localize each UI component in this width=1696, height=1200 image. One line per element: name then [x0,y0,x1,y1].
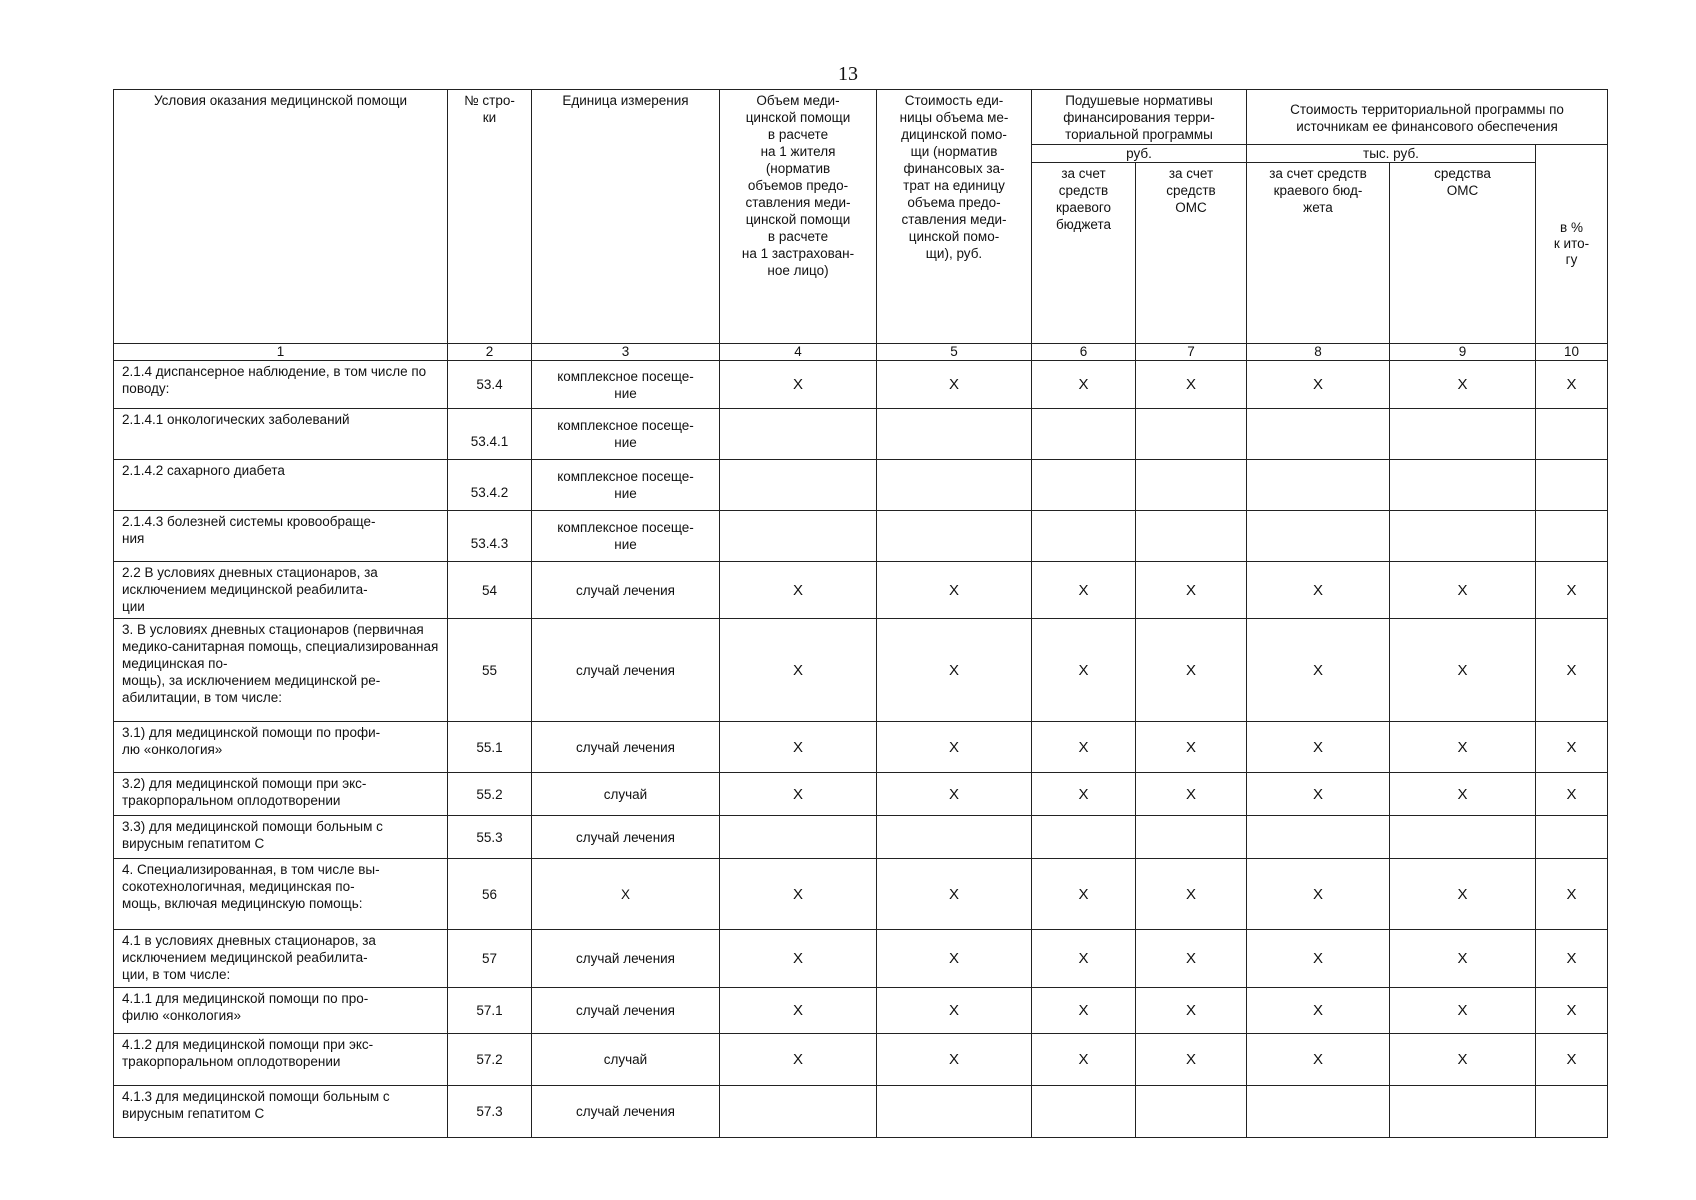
table-row [114,722,1608,773]
per-capita-oms-cell: X [1136,1034,1247,1086]
unit-cell: комплексное посеще- ние [532,460,720,511]
table-row [114,816,1608,859]
program-percent-cell [1536,460,1608,511]
program-oms-cell: X [1390,773,1536,816]
program-budget-cell [1247,409,1390,460]
header-percent: в % к ито- гу [1536,145,1608,344]
program-percent-cell: X [1536,722,1608,773]
column-number: 9 [1390,344,1536,361]
column-number: 3 [532,344,720,361]
line-number-cell: 57.2 [448,1034,532,1086]
volume-cell: X [720,722,877,773]
program-oms-cell: X [1390,930,1536,988]
program-percent-cell: X [1536,773,1608,816]
program-budget-cell: X [1247,361,1390,409]
program-percent-cell [1536,409,1608,460]
condition-cell: 4.1 в условиях дневных стационаров, за исключением медицинской реабилита- ции, в том числе: [114,930,448,988]
line-number-cell: 55.3 [448,816,532,859]
per-capita-budget-cell: X [1032,619,1136,722]
program-budget-cell: X [1247,773,1390,816]
per-capita-oms-cell: X [1136,773,1247,816]
per-capita-oms-cell [1136,816,1247,859]
unit-cell: случай лечения [532,722,720,773]
program-budget-cell: X [1247,619,1390,722]
program-budget-cell [1247,816,1390,859]
volume-cell [720,1086,877,1138]
per-capita-budget-cell: X [1032,930,1136,988]
condition-cell: 3.1) для медицинской помощи по профи- лю «онкология» [114,722,448,773]
unit-cell: комплексное посеще- ние [532,409,720,460]
table-row [114,361,1608,409]
table-row [114,619,1608,722]
header-conditions: Условия оказания медицинской помощи [114,90,448,344]
per-capita-budget-cell: X [1032,1034,1136,1086]
column-number: 10 [1536,344,1608,361]
per-capita-budget-cell: X [1032,859,1136,930]
per-capita-budget-cell: X [1032,722,1136,773]
per-capita-budget-cell: X [1032,988,1136,1034]
per-capita-oms-cell [1136,511,1247,562]
unit-cost-cell: X [877,930,1032,988]
per-capita-oms-cell: X [1136,859,1247,930]
program-budget-cell [1247,1086,1390,1138]
unit-cost-cell: X [877,1034,1032,1086]
program-oms-cell: X [1390,562,1536,619]
unit-cell: случай [532,1034,720,1086]
per-capita-oms-cell: X [1136,930,1247,988]
per-capita-oms-cell: X [1136,361,1247,409]
header-volume: Объем меди- цинской помощи в расчете на 1 жителя (норматив объемов предо- ставления меди- цинской помощи в расчете на 1 застрахован- ное лицо) [720,90,877,344]
program-oms-cell [1390,1086,1536,1138]
per-capita-budget-cell [1032,409,1136,460]
program-percent-cell [1536,511,1608,562]
per-capita-oms-cell [1136,460,1247,511]
unit-cell: случай лечения [532,619,720,722]
program-percent-cell: X [1536,619,1608,722]
unit-cost-cell [877,511,1032,562]
program-percent-cell: X [1536,361,1608,409]
program-percent-cell [1536,816,1608,859]
header-per-capita: Подушевые нормативы финансирования терри- ториальной программы [1032,90,1247,145]
volume-cell: X [720,361,877,409]
table-row [114,1086,1608,1138]
table-row [114,859,1608,930]
line-number-cell: 54 [448,562,532,619]
volume-cell: X [720,562,877,619]
program-percent-cell: X [1536,859,1608,930]
column-number: 2 [448,344,532,361]
per-capita-oms-cell [1136,409,1247,460]
column-number: 8 [1247,344,1390,361]
volume-cell: X [720,988,877,1034]
condition-cell: 2.2 В условиях дневных стационаров, за исключением медицинской реабилита- ции [114,562,448,619]
volume-cell [720,816,877,859]
volume-cell [720,511,877,562]
per-capita-oms-cell [1136,1086,1247,1138]
per-capita-budget-cell: X [1032,361,1136,409]
per-capita-budget-cell [1032,1086,1136,1138]
program-budget-cell: X [1247,722,1390,773]
program-oms-cell: X [1390,1034,1536,1086]
per-capita-budget-cell: X [1032,773,1136,816]
unit-cost-cell: X [877,619,1032,722]
page-number: 13 [838,63,858,85]
table-row [114,409,1608,460]
table-row [114,460,1608,511]
header-per-capita-budget: за счет средств краевого бюджета [1032,163,1136,344]
per-capita-oms-cell: X [1136,722,1247,773]
per-capita-budget-cell [1032,460,1136,511]
line-number-cell: 57.3 [448,1086,532,1138]
header-unit-cost: Стоимость еди- ницы объема ме- дицинской помо- щи (норматив финансовых за- трат на единицу объема предо- ставления меди- цинской помо- щи), руб. [877,90,1032,344]
unit-cell: случай [532,773,720,816]
condition-cell: 2.1.4 диспансерное наблюдение, в том числе по поводу: [114,361,448,409]
unit-cost-cell: X [877,722,1032,773]
unit-cell: X [532,859,720,930]
condition-cell: 3.3) для медицинской помощи больным с вирусным гепатитом С [114,816,448,859]
volume-cell: X [720,619,877,722]
unit-cost-cell [877,1086,1032,1138]
unit-cell: комплексное посеще- ние [532,361,720,409]
condition-cell: 4.1.3 для медицинской помощи больным с вирусным гепатитом С [114,1086,448,1138]
unit-cost-cell: X [877,988,1032,1034]
program-oms-cell: X [1390,361,1536,409]
line-number-cell: 55 [448,619,532,722]
unit-cell: случай лечения [532,988,720,1034]
volume-cell: X [720,1034,877,1086]
program-budget-cell: X [1247,859,1390,930]
line-number-cell: 53.4.3 [448,511,532,562]
line-number-cell: 56 [448,859,532,930]
column-number: 5 [877,344,1032,361]
unit-cost-cell: X [877,562,1032,619]
unit-cost-cell [877,816,1032,859]
volume-cell: X [720,930,877,988]
unit-cell: комплексное посеще- ние [532,511,720,562]
program-budget-cell [1247,511,1390,562]
table-row [114,511,1608,562]
per-capita-budget-cell: X [1032,562,1136,619]
per-capita-budget-cell [1032,511,1136,562]
condition-cell: 4.1.1 для медицинской помощи по про- филю «онкология» [114,988,448,1034]
program-budget-cell: X [1247,930,1390,988]
program-percent-cell [1536,1086,1608,1138]
program-oms-cell [1390,816,1536,859]
unit-cost-cell [877,460,1032,511]
volume-cell: X [720,773,877,816]
financing-table [113,89,1608,1138]
header-unit: Единица измерения [532,90,720,344]
column-number: 4 [720,344,877,361]
program-percent-cell: X [1536,562,1608,619]
header-program-oms: средства ОМС [1390,163,1536,344]
table-row [114,930,1608,988]
line-number-cell: 53.4.1 [448,409,532,460]
per-capita-oms-cell: X [1136,619,1247,722]
table-row [114,773,1608,816]
program-oms-cell: X [1390,722,1536,773]
program-oms-cell [1390,460,1536,511]
unit-cell: случай лечения [532,816,720,859]
program-budget-cell: X [1247,562,1390,619]
header-program-cost-unit: тыс. руб. [1247,145,1536,163]
volume-cell [720,409,877,460]
line-number-cell: 55.1 [448,722,532,773]
header-line-number: № стро- ки [448,90,532,344]
condition-cell: 4.1.2 для медицинской помощи при экс- тракорпоральном оплодотворении [114,1034,448,1086]
program-percent-cell: X [1536,988,1608,1034]
header-per-capita-oms: за счет средств ОМС [1136,163,1247,344]
program-oms-cell: X [1390,859,1536,930]
per-capita-oms-cell: X [1136,988,1247,1034]
table-row [114,1034,1608,1086]
program-oms-cell: X [1390,619,1536,722]
volume-cell: X [720,859,877,930]
column-number: 6 [1032,344,1136,361]
program-percent-cell: X [1536,930,1608,988]
header-program-budget: за счет средств краевого бюд- жета [1247,163,1390,344]
condition-cell: 3. В условиях дневных стационаров (первичная медико-санитарная помощь, специализированная медицинская по- мощь), за исключением медицинской ре- абилитации, в том числе: [114,619,448,722]
line-number-cell: 53.4.2 [448,460,532,511]
unit-cell: случай лечения [532,930,720,988]
per-capita-budget-cell [1032,816,1136,859]
table-row [114,988,1608,1034]
line-number-cell: 53.4 [448,361,532,409]
line-number-cell: 57 [448,930,532,988]
program-oms-cell [1390,409,1536,460]
volume-cell [720,460,877,511]
unit-cell: случай лечения [532,1086,720,1138]
condition-cell: 2.1.4.3 болезней системы кровообраще- ния [114,511,448,562]
unit-cost-cell: X [877,361,1032,409]
column-number: 1 [114,344,448,361]
program-budget-cell: X [1247,988,1390,1034]
per-capita-oms-cell: X [1136,562,1247,619]
condition-cell: 2.1.4.1 онкологических заболеваний [114,409,448,460]
condition-cell: 3.2) для медицинской помощи при экс- тракорпоральном оплодотворении [114,773,448,816]
line-number-cell: 57.1 [448,988,532,1034]
line-number-cell: 55.2 [448,773,532,816]
program-oms-cell [1390,511,1536,562]
table-row [114,562,1608,619]
condition-cell: 4. Специализированная, в том числе вы- сокотехнологичная, медицинская по- мощь, включая медицинскую помощь: [114,859,448,930]
unit-cost-cell: X [877,773,1032,816]
program-budget-cell: X [1247,1034,1390,1086]
header-program-cost: Стоимость территориальной программы по источникам ее финансового обеспечения [1247,90,1608,145]
program-budget-cell [1247,460,1390,511]
condition-cell: 2.1.4.2 сахарного диабета [114,460,448,511]
column-number-row [114,344,1608,361]
column-number: 7 [1136,344,1247,361]
unit-cost-cell [877,409,1032,460]
unit-cost-cell: X [877,859,1032,930]
unit-cell: случай лечения [532,562,720,619]
program-oms-cell: X [1390,988,1536,1034]
header-per-capita-unit: руб. [1032,145,1247,163]
program-percent-cell: X [1536,1034,1608,1086]
